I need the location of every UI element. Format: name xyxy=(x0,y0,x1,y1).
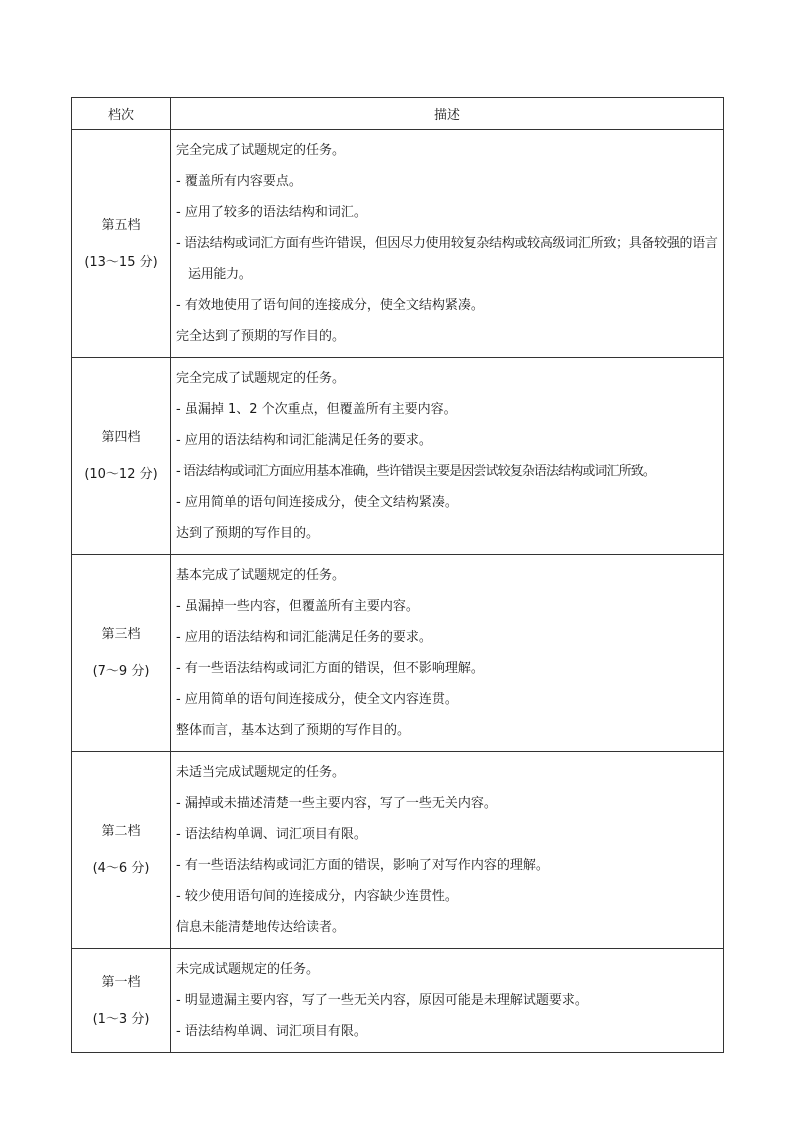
header-description: 描述 xyxy=(171,98,724,130)
description-line: - 有效地使用了语句间的连接成分，使全文结构紧凑。 xyxy=(176,298,484,313)
table-row xyxy=(72,949,724,1053)
level-cell xyxy=(72,949,171,1053)
description-line: 完全完成了试题规定的任务。 xyxy=(176,371,346,386)
level-range: (13～15 分) xyxy=(84,254,158,270)
description-cell xyxy=(171,555,724,752)
description-line: - 应用的语法结构和词汇能满足任务的要求。 xyxy=(176,630,432,645)
level-cell xyxy=(72,555,171,752)
description-line: - 覆盖所有内容要点。 xyxy=(176,174,302,189)
description-line: - 语法结构或词汇方面有些许错误，但因尽力使用较复杂结构或较高级词汇所致；具备较强的语言运用能力。 xyxy=(176,236,718,282)
level-name: 第四档 xyxy=(101,430,141,445)
description-line: - 有一些语法结构或词汇方面的错误，但不影响理解。 xyxy=(176,661,484,676)
level-name: 第一档 xyxy=(101,974,141,990)
description-line: 整体而言，基本达到了预期的写作目的。 xyxy=(176,723,411,738)
level-cell xyxy=(72,130,171,358)
level-range: (4～6 分) xyxy=(92,861,150,876)
description-cell xyxy=(171,130,724,358)
description-line: - 虽漏掉一些内容，但覆盖所有主要内容。 xyxy=(176,599,419,614)
description-cell xyxy=(171,752,724,949)
scoring-rubric-table xyxy=(71,97,724,1053)
level-range: (7～9 分) xyxy=(92,664,150,679)
description-line: - 虽漏掉 1、2 个次重点，但覆盖所有主要内容。 xyxy=(176,402,457,417)
description-line: - 应用了较多的语法结构和词汇。 xyxy=(176,205,367,220)
description-line: 达到了预期的写作目的。 xyxy=(176,526,320,541)
table-row xyxy=(72,130,724,358)
table-row xyxy=(72,752,724,949)
description-line: - 较少使用语句间的连接成分，内容缺少连贯性。 xyxy=(176,889,458,904)
description-line: - 语法结构或词汇方面应用基本准确，些许错误主要是因尝试较复杂语法结构或词汇所致。 xyxy=(176,464,655,479)
level-cell xyxy=(72,358,171,555)
level-name: 第二档 xyxy=(101,824,141,839)
description-line: - 语法结构单调、词汇项目有限。 xyxy=(176,827,367,842)
table-row xyxy=(72,358,724,555)
header-level: 档次 xyxy=(72,98,171,130)
description-line: - 明显遗漏主要内容，写了一些无关内容，原因可能是未理解试题要求。 xyxy=(176,993,588,1008)
description-line: - 应用的语法结构和词汇能满足任务的要求。 xyxy=(176,433,432,448)
description-line: - 应用简单的语句间连接成分，使全文结构紧凑。 xyxy=(176,495,458,510)
description-line: 完全完成了试题规定的任务。 xyxy=(176,143,346,158)
table-row xyxy=(72,555,724,752)
description-cell xyxy=(171,358,724,555)
description-line: 未适当完成试题规定的任务。 xyxy=(176,765,346,780)
description-line: - 应用简单的语句间连接成分，使全文内容连贯。 xyxy=(176,692,458,707)
description-line: - 语法结构单调、词汇项目有限。 xyxy=(176,1024,367,1039)
header-row xyxy=(72,98,724,130)
description-line: 信息未能清楚地传达给读者。 xyxy=(176,920,346,935)
level-name: 第三档 xyxy=(101,627,141,642)
level-cell xyxy=(72,752,171,949)
description-line: 基本完成了试题规定的任务。 xyxy=(176,568,346,583)
description-line: - 漏掉或未描述清楚一些主要内容，写了一些无关内容。 xyxy=(176,796,497,811)
description-line: - 有一些语法结构或词汇方面的错误，影响了对写作内容的理解。 xyxy=(176,858,549,873)
level-range: (1～3 分) xyxy=(92,1011,150,1027)
description-line: 完全达到了预期的写作目的。 xyxy=(176,329,346,344)
level-range: (10～12 分) xyxy=(84,467,158,482)
level-name: 第五档 xyxy=(101,217,141,233)
description-cell xyxy=(171,949,724,1053)
description-line: 未完成试题规定的任务。 xyxy=(176,962,320,977)
